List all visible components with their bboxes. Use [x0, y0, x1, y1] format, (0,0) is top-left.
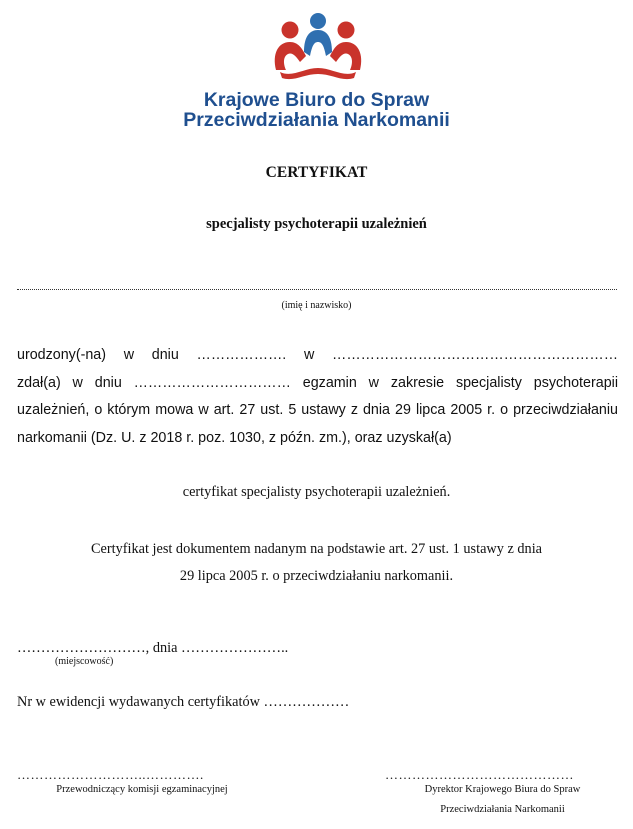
body-line-law: uzależnień, o którym mowa w art. 27 ust. 5 ustawy z dnia 29 lipca 2005 r. o przeciwdziałaniu — [17, 402, 618, 418]
certificate-subtitle: specjalisty psychoterapii uzależnień — [206, 216, 427, 232]
awarded-statement: certyfikat specjalisty psychoterapii uzależnień. — [182, 484, 451, 500]
certificate-body — [17, 342, 618, 452]
certificate-title: CERTYFIKAT — [265, 164, 368, 181]
organization-name — [150, 90, 483, 130]
org-name-line2: Przeciwdziałania Narkomanii — [183, 109, 450, 131]
body-line-journal: narkomanii (Dz. U. z 2018 r. poz. 1030, z późn. zm.), oraz uzyskał(a) — [17, 429, 452, 446]
signature-right-label-line2: Przeciwdziałania Narkomanii — [440, 804, 565, 815]
name-caption: (imię i nazwisko) — [281, 300, 352, 311]
place-date: ………………………, dnia ………………….. — [17, 640, 289, 656]
organization-logo-icon — [270, 12, 366, 82]
body-line-birth: urodzony(-na) w dniu ………………. w …………………………………………………… — [17, 347, 618, 363]
name-dotted-line — [17, 288, 617, 290]
signature-left-line: ………………………..…………. — [17, 767, 204, 782]
org-name-line1: Krajowe Biuro do Spraw — [203, 89, 430, 111]
legal-basis-line2: 29 lipca 2005 r. o przeciwdziałaniu narkomanii. — [179, 568, 454, 584]
signature-right-label-line1: Dyrektor Krajowego Biura do Spraw — [424, 784, 581, 795]
body-line-exam: zdał(a) w dniu …………………………… egzamin w zakresie specjalisty psychoterapii — [17, 374, 618, 391]
signature-right-label — [385, 780, 620, 820]
signature-right-line: …………………………………… — [385, 767, 574, 782]
place-caption: (miejscowość) — [55, 656, 114, 667]
registry-number: Nr w ewidencji wydawanych certyfikatów ……………… — [17, 694, 350, 710]
signature-left-label: Przewodniczący komisji egzaminacyjnej — [56, 784, 228, 795]
legal-basis — [0, 536, 633, 590]
legal-basis-line1: Certyfikat jest dokumentem nadanym na podstawie art. 27 ust. 1 ustawy z dnia — [90, 541, 543, 557]
